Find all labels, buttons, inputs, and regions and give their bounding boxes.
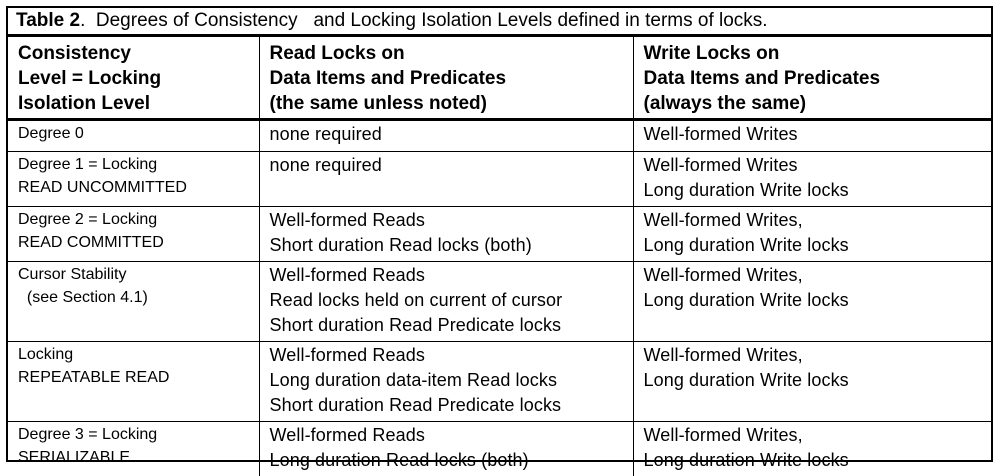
table-row (8, 422, 991, 476)
cell-line: Well-formed Writes, (644, 208, 986, 233)
header-line: Data Items and Predicates (270, 66, 625, 91)
level-cell (8, 342, 259, 422)
read-locks-cell (259, 207, 633, 262)
level-cell (8, 152, 259, 207)
read-locks-cell (259, 342, 633, 422)
cell-line: Long duration Write locks (644, 288, 986, 313)
cell-line: Long duration Write locks (644, 178, 986, 203)
cell-line: Well-formed Reads (270, 343, 627, 368)
cell-line: READ COMMITTED (18, 231, 253, 254)
header-line: Level = Locking (18, 66, 251, 91)
read-locks-cell (259, 422, 633, 476)
read-locks-cell (259, 152, 633, 207)
header-line: Read Locks on (270, 41, 625, 66)
read-locks-cell (259, 120, 633, 152)
header-line: Consistency (18, 41, 251, 66)
locking-isolation-table (8, 36, 991, 476)
table-row (8, 207, 991, 262)
header-line: (the same unless noted) (270, 91, 625, 116)
write-locks-cell (633, 207, 991, 262)
cell-line: Cursor Stability (18, 263, 253, 286)
table-row (8, 342, 991, 422)
header-line: Data Items and Predicates (644, 66, 984, 91)
header-row (8, 37, 991, 120)
header-line: (always the same) (644, 91, 984, 116)
cell-line: Well-formed Writes, (644, 423, 986, 448)
write-locks-cell (633, 422, 991, 476)
cell-line: none required (270, 122, 627, 147)
cell-line: Locking (18, 343, 253, 366)
cell-line: Degree 0 (18, 122, 253, 145)
cell-line: Short duration Read Predicate locks (270, 393, 627, 418)
cell-line: (see Section 4.1) (18, 286, 253, 309)
write-locks-cell (633, 120, 991, 152)
cell-line: Long duration Write locks (644, 233, 986, 258)
header-line: Write Locks on (644, 41, 984, 66)
write-locks-cell (633, 342, 991, 422)
write-locks-cell (633, 262, 991, 342)
header-consistency-level (8, 37, 259, 120)
header-line: Isolation Level (18, 91, 251, 116)
write-locks-cell (633, 152, 991, 207)
cell-line: Degree 1 = Locking (18, 153, 253, 176)
cell-line: Well-formed Writes, (644, 263, 986, 288)
cell-line: Well-formed Reads (270, 208, 627, 233)
table-caption-text: . Degrees of Consistency and Locking Isolation Levels defined in terms of locks. (80, 10, 768, 31)
cell-line: Long duration Write locks (644, 448, 986, 473)
cell-line: READ UNCOMMITTED (18, 176, 253, 199)
level-cell (8, 120, 259, 152)
cell-line: none required (270, 153, 627, 178)
cell-line: Well-formed Reads (270, 423, 627, 448)
table-row (8, 120, 991, 152)
level-cell (8, 207, 259, 262)
cell-line: Degree 3 = Locking (18, 423, 253, 446)
cell-line: Long duration Write locks (644, 368, 986, 393)
cell-line: Well-formed Reads (270, 263, 627, 288)
cell-line: Long duration data-item Read locks (270, 368, 627, 393)
cell-line: REPEATABLE READ (18, 366, 253, 389)
table-frame (6, 6, 993, 462)
cell-line: Long duration Read locks (both) (270, 448, 627, 473)
cell-line: Short duration Read locks (both) (270, 233, 627, 258)
read-locks-cell (259, 262, 633, 342)
cell-line: Read locks held on current of cursor (270, 288, 627, 313)
cell-line: Degree 2 = Locking (18, 208, 253, 231)
level-cell (8, 422, 259, 476)
cell-line: SERIALIZABLE (18, 446, 253, 469)
cell-line: Short duration Read Predicate locks (270, 313, 627, 338)
table-row (8, 152, 991, 207)
table-caption-label: Table 2 (16, 10, 80, 31)
header-read-locks (259, 37, 633, 120)
cell-line: Well-formed Writes (644, 153, 986, 178)
table-caption (8, 8, 991, 36)
level-cell (8, 262, 259, 342)
header-write-locks (633, 37, 991, 120)
table-row (8, 262, 991, 342)
cell-line: Well-formed Writes (644, 122, 986, 147)
cell-line: Well-formed Writes, (644, 343, 986, 368)
